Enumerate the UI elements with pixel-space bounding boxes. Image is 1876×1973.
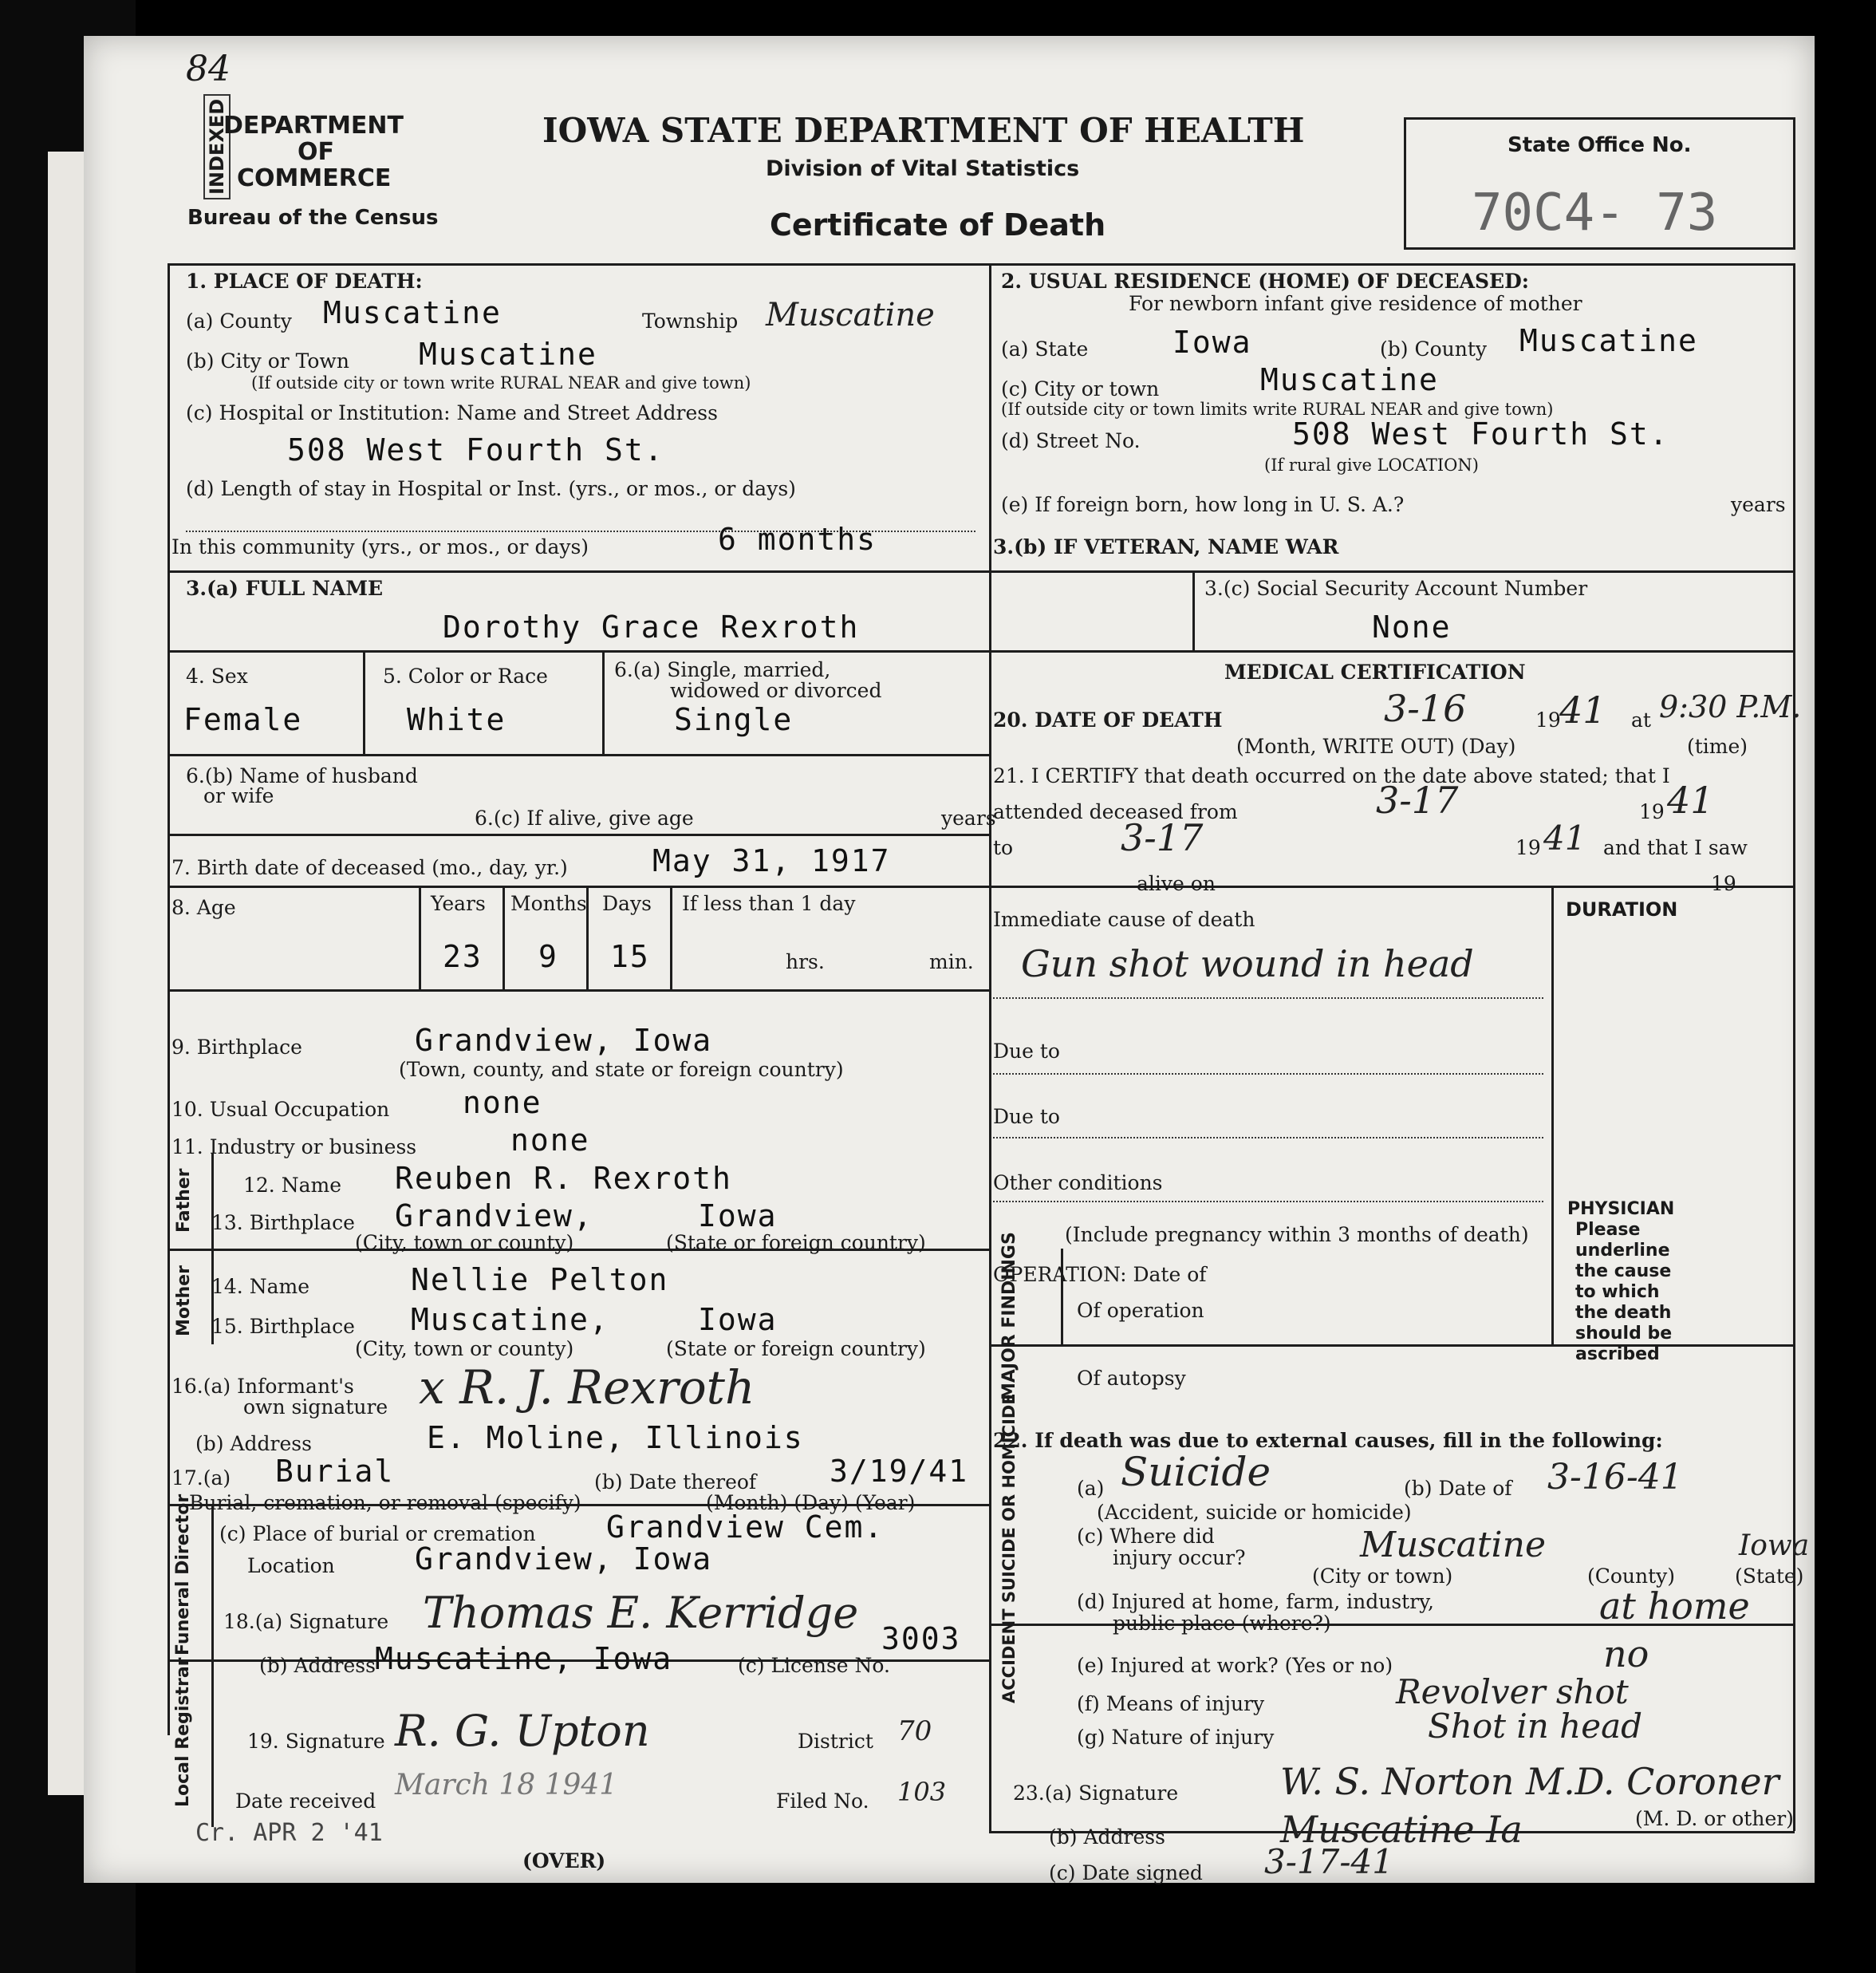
other-conditions: Other conditions [993,1171,1163,1194]
manner-label: (a) [1077,1477,1105,1500]
place-label2: public place (where?) [1113,1612,1331,1635]
burial-method-note: Burial, cremation, or removal (specify) [189,1491,581,1514]
due-to-2: Due to [993,1105,1060,1128]
place-value: at home [1599,1584,1750,1628]
attended-label: attended deceased from [993,800,1238,823]
physician-heading: PHYSICIAN [1567,1199,1675,1219]
work-value: no [1603,1632,1649,1675]
birth-value: May 31, 1917 [652,843,891,878]
to-value: 3-17 [1121,816,1204,859]
burial-location: Grandview, Iowa [415,1541,713,1576]
funeral-address-label: (b) Address [259,1654,376,1677]
mother-state-note: (State or foreign country) [666,1337,926,1360]
immediate-value: Gun shot wound in head [1021,942,1474,985]
street-value: 508 West Fourth St. [1292,416,1669,452]
physician-note-line: underline [1575,1241,1670,1261]
age-months-value: 9 [538,939,558,974]
street-label: (d) Street No. [1001,429,1141,452]
to-label: to [993,836,1014,859]
alive-label: 6.(c) If alive, give age [475,807,694,830]
res-city-note: (If outside city or town limits write RURAL NEAR and give town) [1001,400,1554,419]
veteran-label: 3.(b) IF VETERAN, NAME WAR [993,535,1339,558]
external-heading: 22. If death was due to external causes, fill in the following: [993,1429,1663,1452]
informant-address-label: (b) Address [195,1432,312,1455]
physician-note-line: Please [1575,1220,1641,1240]
filed-label: Filed No. [776,1790,869,1813]
where-label2: injury occur? [1113,1546,1246,1569]
occupation-value: none [463,1085,542,1120]
received-stamp: Cr. APR 2 '41 [195,1819,383,1847]
ext-date-value: 3-16-41 [1547,1457,1683,1498]
death-certificate [84,36,1815,1883]
district-value: 70 [897,1715,932,1747]
registrar-side-label: Local Registrar [173,1657,193,1807]
county-value: Muscatine [323,295,502,330]
hospital-value: 508 West Fourth St. [287,432,664,468]
ssn-label: 3.(c) Social Security Account Number [1204,577,1588,600]
received-value: March 18 1941 [395,1769,618,1801]
age-days-value: 15 [610,939,650,974]
md-note: (M. D. or other) [1635,1807,1794,1830]
race-label: 5. Color or Race [383,665,548,688]
burial-place: Grandview Cem. [606,1509,885,1545]
physician-note-line: should be [1575,1324,1673,1344]
certifier-date: 3-17-41 [1264,1842,1393,1881]
birth-label: 7. Birth date of deceased (mo., day, yr.) [171,856,568,879]
nature-value: Shot in head [1428,1707,1643,1746]
funeral-signature: Thomas E. Kerridge [423,1588,859,1638]
to-year: 41 [1543,819,1586,858]
township-label: Township [642,310,739,333]
city-label: (b) City or Town [186,349,349,373]
external-side-label: ACCIDENT SUICIDE OR HOMICIDE [999,1393,1019,1703]
funeral-side-label: Funeral Director [173,1494,193,1655]
burial-place-label: (c) Place of burial or cremation [219,1522,536,1545]
dod-time: 9:30 P.M. [1659,689,1802,724]
alive-on-19: 19 [1711,872,1736,895]
of-operation: Of operation [1077,1299,1204,1322]
manner-value: Suicide [1121,1449,1271,1495]
alive-on-label: alive on [1137,872,1216,895]
county-label: (a) County [186,310,292,333]
agency-line1: DEPARTMENT [223,112,404,140]
state-value: Iowa [1172,325,1252,360]
page-title: IOWA STATE DEPARTMENT OF HEALTH [542,111,1305,150]
father-bp-city: Grandview, [395,1198,593,1233]
of-autopsy: Of autopsy [1077,1367,1186,1390]
physician-note-line: ascribed [1575,1344,1660,1364]
place-of-death-heading: 1. PLACE OF DEATH: [186,270,423,293]
filed-value: 103 [897,1777,947,1807]
where-county-note: (County) [1587,1565,1676,1588]
father-city-note: (City, town or county) [355,1231,574,1254]
funeral-address: Muscatine, Iowa [375,1641,673,1676]
means-label: (f) Means of injury [1077,1692,1265,1715]
hospital-label: (c) Hospital or Institution: Name and Street Address [186,401,718,424]
dod-19: 19 [1535,708,1561,732]
over-label: (OVER) [522,1849,606,1872]
father-name-value: Reuben R. Rexroth [395,1161,732,1196]
where-state-note: (State) [1735,1565,1804,1588]
res-county-value: Muscatine [1519,323,1698,358]
physician-note-line: the cause [1575,1261,1672,1281]
medical-heading: MEDICAL CERTIFICATION [1224,661,1526,684]
dod-year: 41 [1559,689,1606,732]
community-label: In this community (yrs., or mos., or days) [171,535,589,558]
informant-signature: x R. J. Rexroth [419,1360,755,1415]
immediate-label: Immediate cause of death [993,908,1255,931]
attended-from-year: 41 [1667,779,1714,822]
operation-label: OPERATION: Date of [993,1263,1207,1286]
to-19: 19 [1515,836,1541,859]
foreign-label: (e) If foreign born, how long in U. S. A.? [1001,493,1405,516]
certifier-signature: W. S. Norton M.D. Coroner [1280,1760,1779,1803]
due-to-1: Due to [993,1040,1060,1063]
ssn-value: None [1372,610,1452,645]
residence-heading: 2. USUAL RESIDENCE (HOME) OF DECEASED: [1001,270,1530,293]
burial-method: Burial [275,1454,395,1489]
marital-value: Single [674,702,794,737]
certify-line: 21. I CERTIFY that death occurred on the date above stated; that I [993,764,1670,787]
occupation-label: 10. Usual Occupation [171,1098,390,1121]
certifier-sig-label: 23.(a) Signature [1013,1782,1179,1805]
attended-from: 3-17 [1376,779,1459,822]
where-city: Muscatine [1360,1525,1546,1565]
physician-note-line: the death [1575,1303,1672,1323]
funeral-sig-label: 18.(a) Signature [223,1610,389,1633]
manner-note: (Accident, suicide or homicide) [1097,1501,1412,1524]
stay-label: (d) Length of stay in Hospital or Inst. (yrs., or mos., or days) [186,477,796,500]
city-value: Muscatine [419,337,597,372]
age-label: 8. Age [171,896,236,919]
nature-label: (g) Nature of injury [1077,1726,1275,1749]
father-side-label: Father [174,1168,194,1233]
burial-location-label: Location [247,1554,335,1577]
less-header: If less than 1 day [682,892,856,915]
certifier-date-label: (c) Date signed [1049,1861,1203,1884]
res-county-label: (b) County [1380,337,1488,361]
mother-name-value: Nellie Pelton [411,1262,669,1297]
marital-label1: 6.(a) Single, married, [614,658,831,681]
city-note: (If outside city or town write RURAL NEAR and give town) [251,373,751,393]
informant-address: E. Moline, Illinois [427,1420,804,1455]
division-line: Division of Vital Statistics [766,156,1080,181]
residence-note: For newborn infant give residence of mother [1129,292,1582,315]
race-value: White [407,702,506,737]
father-name-label: 12. Name [243,1174,341,1197]
mother-side-label: Mother [174,1265,194,1336]
where-city-note: (City or town) [1312,1565,1453,1588]
funeral-license-label: (c) License No. [738,1654,890,1677]
registrar-signature: R. G. Upton [395,1706,650,1756]
certifier-address-label: (b) Address [1049,1825,1165,1849]
time-note: (time) [1687,735,1748,758]
rural-note: (If rural give LOCATION) [1264,456,1479,475]
mother-city-note: (City, town or county) [355,1337,574,1360]
mother-name-label: 14. Name [211,1275,309,1298]
saw-label: and that I saw [1603,836,1748,859]
days-header: Days [602,892,652,915]
father-bp-state: Iowa [698,1198,778,1233]
res-city-value: Muscatine [1260,362,1439,397]
indexed-stamp: INDEXED [203,94,231,199]
state-office-number: 70C4- 73 [1472,183,1718,243]
bureau-line: Bureau of the Census [187,206,439,230]
burial-date-note: (Month) (Day) (Year) [706,1491,916,1514]
state-office-label: State Office No. [1508,133,1692,157]
industry-value: none [510,1123,590,1158]
township-value: Muscatine [766,297,935,333]
marital-label2: widowed or divorced [670,679,882,702]
full-name-label: 3.(a) FULL NAME [186,577,384,600]
industry-label: 11. Industry or business [171,1135,417,1158]
work-label: (e) Injured at work? (Yes or no) [1077,1654,1393,1677]
registrar-sig-label: 19. Signature [247,1730,385,1753]
foreign-years: years [1731,493,1786,516]
certifier-address: Muscatine Ia [1280,1808,1523,1851]
sex-label: 4. Sex [186,665,248,688]
informant-label2: own signature [243,1395,388,1419]
alive-years: years [941,807,996,830]
attended-19: 19 [1639,800,1665,823]
place-label1: (d) Injured at home, farm, industry, [1077,1590,1434,1613]
agency-line2: OF [298,138,334,166]
margin-mark: 84 [186,49,231,89]
sex-value: Female [183,702,303,737]
husband-label1: 6.(b) Name of husband [186,764,418,787]
husband-label2: or wife [203,784,274,807]
res-city-label: (c) City or town [1001,377,1160,401]
certificate-title: Certificate of Death [770,207,1106,243]
min-label: min. [929,950,974,973]
where-state: Iowa [1739,1529,1810,1562]
birthplace-value: Grandview, Iowa [415,1023,713,1058]
where-label1: (c) Where did [1077,1525,1215,1548]
burial-label: 17.(a) [171,1466,231,1490]
age-years-value: 23 [443,939,483,974]
duration-label: DURATION [1566,898,1678,921]
burial-date: 3/19/41 [830,1454,969,1489]
pregnancy-note: (Include pregnancy within 3 months of death) [1065,1223,1529,1246]
months-header: Months [510,892,587,915]
mother-bp-state: Iowa [698,1302,778,1337]
years-header: Years [431,892,486,915]
burial-date-label: (b) Date thereof [594,1470,757,1494]
district-label: District [798,1730,873,1753]
dod-note: (Month, WRITE OUT) (Day) [1236,735,1516,758]
mother-bp-label: 15. Birthplace [211,1315,355,1338]
means-value: Revolver shot [1396,1672,1629,1711]
father-state-note: (State or foreign country) [666,1231,926,1254]
state-label: (a) State [1001,337,1089,361]
funeral-license: 3003 [881,1621,961,1656]
ext-date-label: (b) Date of [1404,1477,1512,1500]
hrs-label: hrs. [786,950,825,973]
mother-bp-city: Muscatine, [411,1302,609,1337]
informant-label1: 16.(a) Informant's [171,1375,354,1398]
birthplace-note: (Town, county, and state or foreign country) [399,1058,844,1081]
dod-month-day: 3-16 [1384,687,1467,730]
dod-at: at [1631,708,1651,732]
dod-label: 20. DATE OF DEATH [993,708,1223,732]
agency-line3: COMMERCE [237,164,392,192]
physician-note-line: to which [1575,1282,1660,1302]
father-bp-label: 13. Birthplace [211,1211,355,1234]
full-name-value: Dorothy Grace Rexroth [443,610,860,645]
community-value: 6 months [718,522,877,557]
findings-side-label: MAJOR FINDINGS [999,1232,1019,1400]
birthplace-label: 9. Birthplace [171,1036,302,1059]
received-label: Date received [235,1790,376,1813]
